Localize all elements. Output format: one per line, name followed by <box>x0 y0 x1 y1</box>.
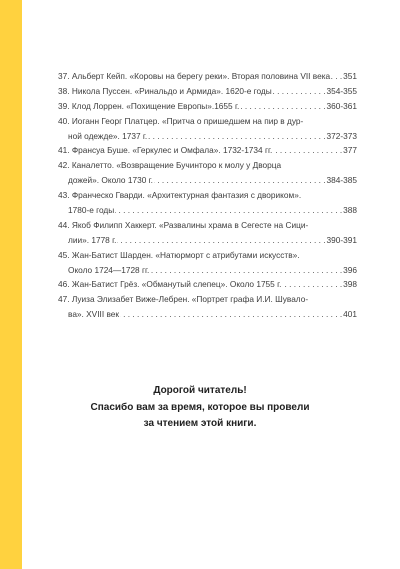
toc-entry-title: 45. Жан-Батист Шарден. «Натюрморт с атрибутами искусств». <box>58 249 300 260</box>
toc-entry-line <box>58 263 357 278</box>
toc-entry <box>58 99 357 114</box>
message-line: за чтением этой книги. <box>143 418 257 429</box>
toc-entry <box>58 188 357 218</box>
toc-entry-title-continuation: ва». XVIII век <box>68 309 120 320</box>
dot-leader <box>117 233 325 248</box>
toc-page-number: 384-385 <box>326 175 357 186</box>
toc-page-number: 360-361 <box>326 100 357 111</box>
dot-leader <box>282 277 342 292</box>
toc-entry-line <box>58 307 357 322</box>
toc-page-number: 351 <box>343 71 357 81</box>
toc-entry-line <box>58 188 357 203</box>
toc-entry-line <box>58 143 357 158</box>
toc-entry-line <box>58 114 357 129</box>
toc-entry <box>58 248 357 278</box>
toc-page-number: 396 <box>343 264 357 275</box>
toc-entry-title: 41. Франсуа Буше. «Геркулес и Омфала». 1732-1734 гг. <box>58 145 273 156</box>
toc-entry <box>58 292 357 322</box>
dot-leader <box>273 84 326 99</box>
reader-thank-you-message <box>0 383 400 433</box>
toc-page-number: 388 <box>343 205 357 216</box>
toc-entry-line <box>58 173 357 188</box>
toc-entry-title: 46. Жан-Батист Грёз. «Обманутый слепец». Около 1755 г. <box>58 279 282 290</box>
toc-entry-title-continuation: 1780-е годы <box>68 205 115 216</box>
toc-entry <box>58 158 357 188</box>
toc-entry-line <box>58 84 357 99</box>
dot-leader <box>331 69 342 84</box>
toc-entry-title: 44. Якоб Филипп Хаккерт. «Развалины храма в Сегесте на Сици- <box>58 219 309 230</box>
toc-entry <box>58 143 357 158</box>
toc-entry-line <box>58 158 357 173</box>
toc-page-number: 354-355 <box>326 85 357 96</box>
toc-page-number: 390-391 <box>326 234 357 245</box>
dot-leader <box>120 307 342 322</box>
toc-entry-title: 38. Никола Пуссен. «Ринальдо и Армида». 1620-е годы <box>58 85 272 96</box>
toc-entry-title-continuation: лии». 1778 г. <box>68 234 117 245</box>
dot-leader <box>273 143 342 158</box>
toc-entry-line <box>58 99 357 114</box>
toc-entry <box>58 277 357 292</box>
toc-entry <box>58 114 357 144</box>
toc-entry <box>58 84 357 99</box>
message-line: Спасибо вам за время, которое вы провели <box>90 401 310 413</box>
table-of-contents <box>58 69 357 322</box>
dot-leader <box>150 263 342 278</box>
toc-entry-title-continuation: дожей». Около 1730 г. <box>68 175 153 186</box>
toc-entry-title: 43. Франческо Гварди. «Архитектурная фантазия с двориком». <box>58 190 302 201</box>
toc-entry-line <box>58 248 357 263</box>
toc-entry-title-continuation: ной одежде». 1737 г. <box>68 130 148 141</box>
toc-entry-line <box>58 129 357 144</box>
toc-entry-line <box>58 292 357 307</box>
toc-entry <box>58 218 357 248</box>
toc-entry <box>58 69 357 84</box>
toc-page-number: 398 <box>343 279 357 290</box>
toc-entry-title: 47. Луиза Элизабет Виже-Лебрен. «Портрет графа И.И. Шувало- <box>58 294 309 305</box>
dot-leader <box>154 173 326 188</box>
message-greeting: Дорогой читатель! <box>153 385 247 396</box>
toc-entry-line <box>58 233 357 248</box>
toc-entry-line <box>58 69 357 84</box>
dot-leader <box>115 203 342 218</box>
toc-entry-title-continuation: Около 1724—1728 гг. <box>68 264 150 275</box>
toc-entry-title: 42. Каналетто. «Возвращение Бучинторо к молу у Дворца <box>58 160 282 171</box>
dot-leader <box>148 129 325 144</box>
toc-page-number: 377 <box>343 145 357 156</box>
toc-entry-line <box>58 277 357 292</box>
yellow-margin-stripe <box>0 0 22 569</box>
toc-entry-title: 39. Клод Лоррен. «Похищение Европы».1655 г. <box>58 100 240 111</box>
toc-entry-title: 37. Альберт Кейп. «Коровы на берегу реки». Вторая половина VII века <box>58 71 331 81</box>
toc-entry-title: 40. Иоганн Георг Платцер. «Притча о пришедшем на пир в дур- <box>58 115 304 126</box>
toc-page-number: 401 <box>343 309 357 320</box>
toc-page-number: 372-373 <box>326 130 357 141</box>
toc-entry-line <box>58 218 357 233</box>
dot-leader <box>240 99 325 114</box>
toc-entry-line <box>58 203 357 218</box>
